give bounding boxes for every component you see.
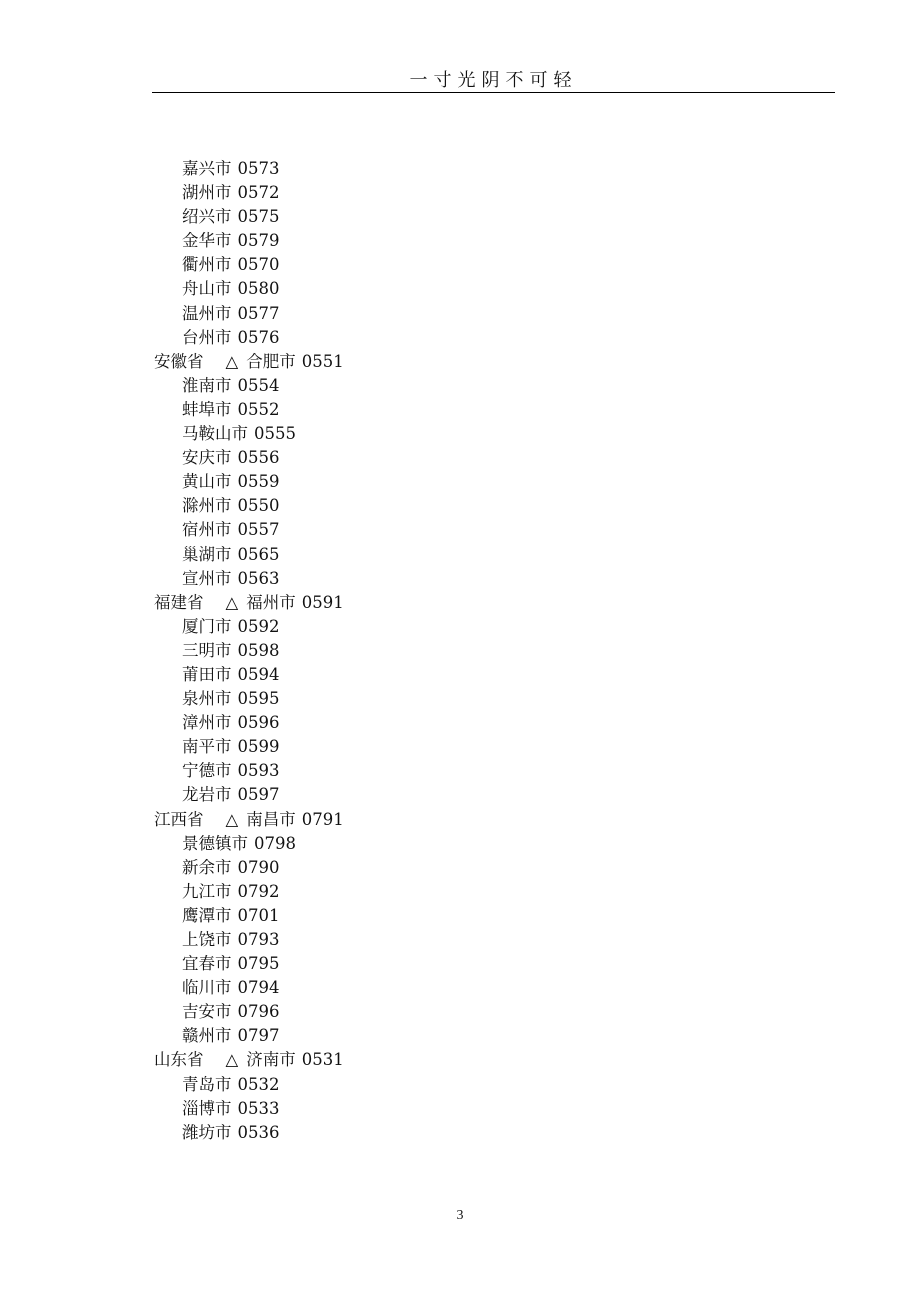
city-row [154,494,754,518]
area-code: 0701 [237,905,280,925]
city-row [154,543,754,567]
area-code: 0552 [237,399,280,419]
city-name: 宁德市 [182,761,232,781]
city-row [154,1121,754,1145]
capital-triangle-icon: △ [225,592,239,612]
page-number: 3 [456,1208,464,1223]
area-code: 0536 [237,1122,280,1142]
area-code: 0551 [301,351,344,371]
city-name: 湖州市 [182,183,232,203]
area-code: 0591 [301,592,344,612]
city-row [154,856,754,880]
city-row [154,663,754,687]
area-code: 0795 [237,954,280,974]
city-row [154,1097,754,1121]
city-row [154,832,754,856]
province-name: 福建省 [154,592,204,612]
area-code: 0533 [237,1098,280,1118]
city-row [154,711,754,735]
province-name: 山东省 [154,1050,204,1070]
city-name: 南平市 [182,737,232,757]
city-name: 台州市 [182,327,232,347]
area-code: 0563 [237,568,280,588]
area-code: 0555 [254,424,296,444]
area-code: 0572 [237,183,280,203]
city-name: 青岛市 [182,1074,232,1094]
capital-triangle-icon: △ [225,351,239,371]
city-name: 鹰潭市 [182,905,232,925]
city-row [154,687,754,711]
city-row [154,1024,754,1048]
city-name: 宜春市 [182,954,232,974]
area-code: 0791 [301,809,344,829]
city-name: 新余市 [182,857,232,877]
area-code: 0579 [237,231,280,251]
city-row [154,904,754,928]
city-name: 上饶市 [182,930,232,949]
area-code: 0792 [237,881,280,901]
city-name: 巢湖市 [182,544,232,564]
city-row [154,326,754,350]
city-row [154,302,754,326]
city-name: 福州市 [246,592,296,612]
area-code: 0797 [237,1026,280,1046]
city-row [154,422,754,446]
city-row [154,759,754,783]
area-code: 0550 [237,496,280,516]
area-code: 0794 [237,978,280,998]
city-name: 龙岩市 [182,785,232,805]
area-code: 0594 [237,664,280,684]
city-name: 莆田市 [182,664,232,684]
area-code: 0570 [237,255,280,275]
city-name: 南昌市 [246,809,296,829]
city-row [154,518,754,542]
area-code: 0592 [237,616,280,636]
city-row [154,446,754,470]
area-code: 0580 [237,279,280,299]
area-code-list [154,157,754,1145]
city-name: 衢州市 [182,255,232,275]
city-name: 漳州市 [182,713,232,733]
area-code: 0557 [237,520,280,540]
capital-triangle-icon: △ [225,809,239,829]
area-code: 0556 [237,448,280,468]
city-name: 滁州市 [182,496,232,516]
city-row [154,181,754,205]
city-row [154,735,754,759]
area-code: 0575 [237,207,280,227]
city-row [154,639,754,663]
city-name: 三明市 [182,640,232,660]
city-name: 蚌埠市 [182,399,232,419]
city-name: 合肥市 [246,351,296,371]
area-code: 0596 [237,713,280,733]
city-name: 吉安市 [182,1002,232,1022]
city-name: 淮南市 [182,375,232,395]
area-code: 0793 [237,930,280,949]
area-code: 0798 [254,833,296,853]
province-name: 安徽省 [154,351,204,371]
capital-triangle-icon: △ [225,1050,239,1070]
city-row [154,1073,754,1097]
city-row [154,928,754,952]
area-code: 0576 [237,327,280,347]
city-name: 温州市 [182,303,232,323]
city-name: 景德镇市 [182,833,248,853]
city-name: 淄博市 [182,1098,232,1118]
city-name: 金华市 [182,231,232,251]
city-row [154,470,754,494]
city-row [154,277,754,301]
area-code: 0593 [237,761,280,781]
area-code: 0790 [237,857,280,877]
city-name: 绍兴市 [182,207,232,227]
city-row [154,783,754,807]
city-name: 舟山市 [182,279,232,299]
area-code: 0532 [237,1074,280,1094]
city-name: 九江市 [182,881,232,901]
city-name: 赣州市 [182,1026,232,1046]
area-code: 0559 [237,472,280,492]
province-row [154,808,754,832]
area-code: 0554 [237,375,280,395]
area-code: 0577 [237,303,280,323]
province-row [154,591,754,615]
city-name: 嘉兴市 [182,159,232,178]
city-row [154,374,754,398]
city-row [154,976,754,1000]
city-name: 马鞍山市 [182,424,248,444]
city-name: 济南市 [246,1050,296,1070]
city-name: 临川市 [182,978,232,998]
city-name: 泉州市 [182,689,232,709]
province-row [154,350,754,374]
area-code: 0599 [237,737,280,757]
city-row [154,205,754,229]
city-row [154,880,754,904]
city-row [154,1000,754,1024]
city-name: 宿州市 [182,520,232,540]
city-name: 潍坊市 [182,1122,232,1142]
city-row [154,952,754,976]
area-code: 0573 [237,159,280,178]
page-header [152,64,835,93]
province-row [154,1048,754,1072]
city-name: 黄山市 [182,472,232,492]
city-name: 宣州市 [182,568,232,588]
area-code: 0595 [237,689,280,709]
city-row [154,229,754,253]
area-code: 0531 [301,1050,344,1070]
city-row [154,615,754,639]
area-code: 0597 [237,785,280,805]
city-row [154,253,754,277]
city-row [154,567,754,591]
city-name: 安庆市 [182,448,232,468]
area-code: 0796 [237,1002,280,1022]
city-name: 厦门市 [182,616,232,636]
city-row [154,398,754,422]
city-row [154,157,754,181]
province-name: 江西省 [154,809,204,829]
area-code: 0565 [237,544,280,564]
area-code: 0598 [237,640,280,660]
header-title: 一寸光阴不可轻 [409,70,578,91]
